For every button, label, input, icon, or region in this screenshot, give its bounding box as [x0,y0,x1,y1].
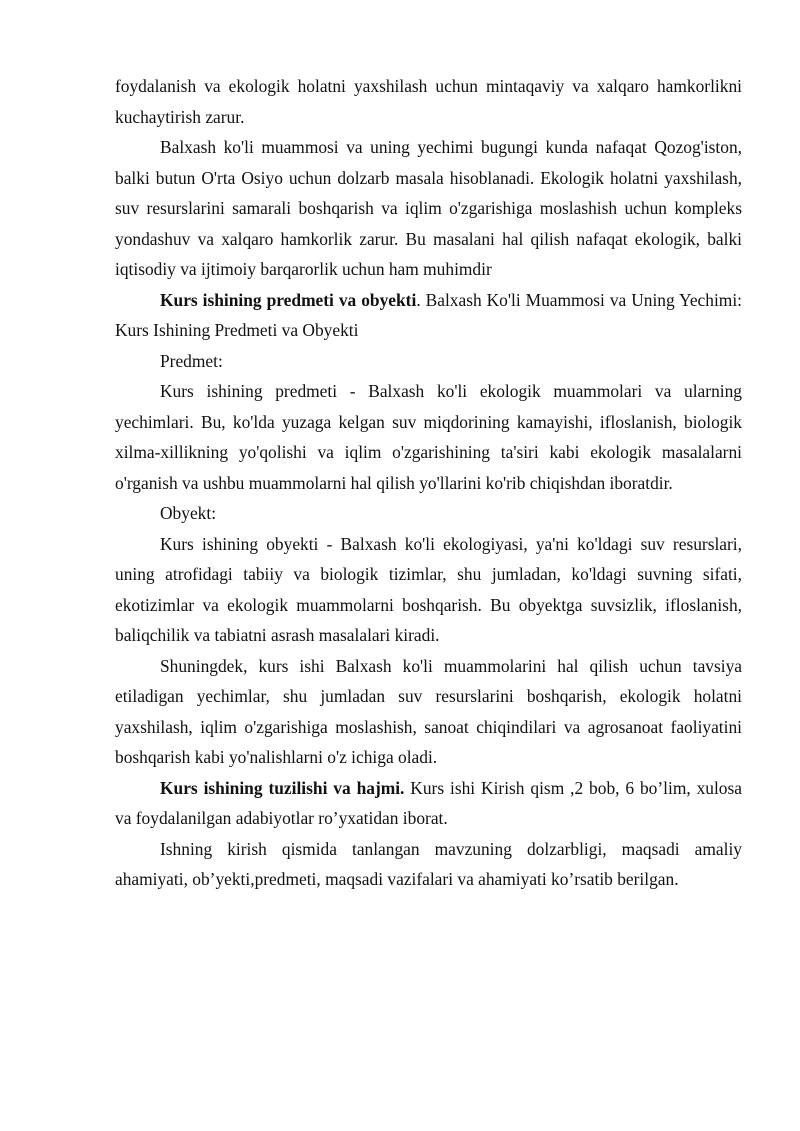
paragraph-solutions: Shuningdek, kurs ishi Balxash ko'li muammolarini hal qilish uchun tavsiya etiladigan yechimlar, shu jumladan suv resurslarini boshqarish, ekologik holatni yaxshilash, iqlim o'zgarishiga moslashish, sanoat chiqindilari va agrosanoat faoliyatini boshqarish kabi yo'nalishlarni o'z ichiga oladi. [115,655,742,767]
paragraph-introduction: Ishning kirish qismida tanlangan mavzuning dolzarbligi, maqsadi amaliy ahamiyati, ob’yekti,predmeti, maqsadi vazifalari va ahamiyati ko’rsatib berilgan. [115,838,742,889]
heading-structure: Kurs ishining tuzilishi va hajmi. [160,777,405,798]
paragraph-continuation: foydalanish va ekologik holatni yaxshilash uchun mintaqaviy va xalqaro hamkorlikni kuchaytirish zarur. [115,76,742,127]
heading-subject-object-text: . Balxash Ko'li Muammosi va Uning Yechimi: Kurs Ishining Predmeti va Obyekti [115,289,742,340]
paragraph-structure [115,773,742,834]
label-predmet: Predmet: [160,350,223,371]
paragraph-subject-object-heading [115,285,742,346]
label-obyekt: Obyekt: [160,503,217,523]
paragraph-structure-text: Kurs ishi Kirish qism ,2 bob, 6 bo’lim, xulosa va foydalanilgan adabiyotlar ro’yxatidan iborat. [115,777,742,828]
document-page [115,71,742,895]
paragraph-balxash-problem: Balxash ko'li muammosi va uning yechimi bugungi kunda nafaqat Qozog'iston, balki butun O'rta Osiyo uchun dolzarb masala hisoblanadi. Ekologik holatni yaxshilash, suv resurslarini samarali boshqarish va iqlim o'zgarishiga moslashish uchun kompleks yondashuv va xalqaro hamkorlik zarur. Bu masalani hal qilish nafaqat ekologik, balki iqtisodiy va ijtimoiy barqarorlik uchun ham muhimdir [115,137,742,279]
paragraph-predmet: Kurs ishining predmeti - Balxash ko'li ekologik muammolari va ularning yechimlari. Bu, ko'lda yuzaga kelgan suv miqdorining kamayishi, ifloslanish, biologik xilma-xillikning yo'qolishi va iqlim o'zgarishining ta'siri kabi ekologik masalalarni o'rganish va ushbu muammolarni hal qilish yo'llarini ko'rib chiqishdan iboratdir. [115,381,742,493]
paragraph-obyekt: Kurs ishining obyekti - Balxash ko'li ekologiyasi, ya'ni ko'ldagi suv resurslari, uning atrofidagi tabiiy va biologik tizimlar, shu jumladan, ko'ldagi suvning sifati, ekotizimlar va ekologik muammolarni boshqarish. Bu obyektga suvsizlik, ifloslanish, baliqchilik va tabiatni asrash masalalari kiradi. [115,533,742,645]
heading-subject-object: Kurs ishining predmeti va obyekti [160,289,417,310]
